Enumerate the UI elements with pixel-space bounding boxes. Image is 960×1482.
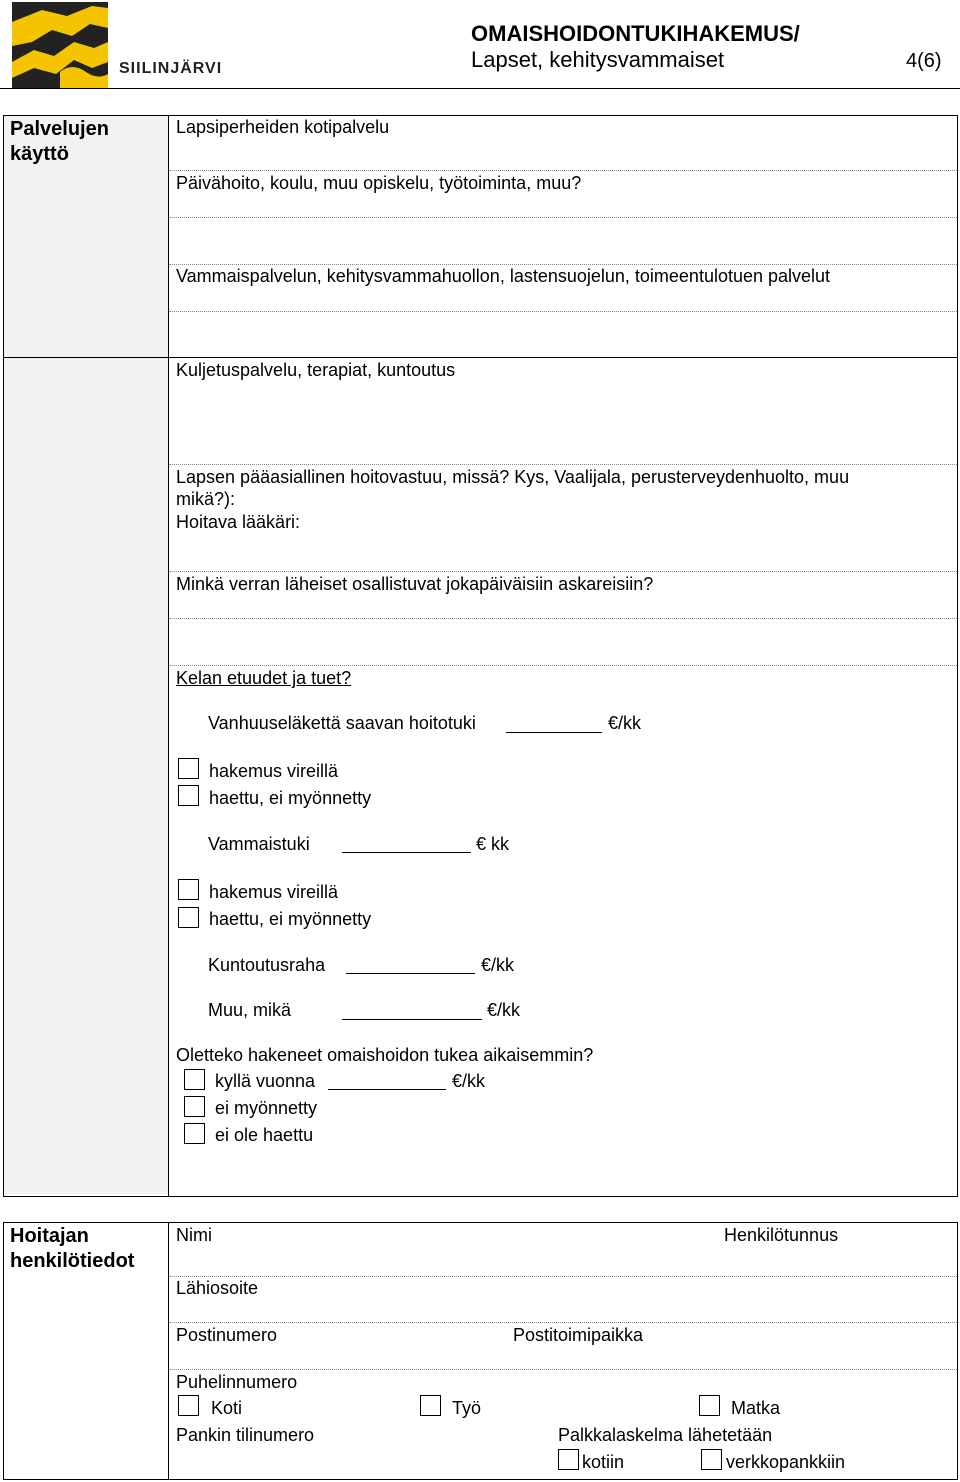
page-number: 4(6) [906, 50, 942, 72]
payslip-online-bank-label: verkkopankkiin [726, 1452, 846, 1472]
kela-heading: Kelan etuudet ja tuet? [176, 668, 352, 688]
form-subtitle: Lapset, kehitysvammaiset [471, 47, 725, 72]
separator [169, 665, 957, 666]
separator [169, 1276, 957, 1277]
transport-label: Kuljetuspalvelu, terapiat, kuntoutus [176, 360, 456, 380]
other-benefit-label: Muu, mikä [208, 1000, 292, 1020]
separator [169, 311, 957, 312]
pension-allowance-label: Vanhuuseläkettä saavan hoitotuki [208, 713, 476, 733]
logo-text: SIILINJÄRVI [119, 60, 223, 77]
denied-checkbox[interactable] [178, 907, 199, 928]
mobile-phone-label: Matka [731, 1398, 781, 1418]
per-month-unit: €/kk [481, 955, 515, 975]
caregiver-side-label-1: Hoitajan [10, 1225, 89, 1247]
separator [169, 170, 957, 171]
pending-checkbox[interactable] [178, 879, 199, 900]
separator [169, 571, 957, 572]
disability-allowance-label: Vammaistuki [208, 834, 310, 854]
bank-account-label: Pankin tilinumero [176, 1425, 315, 1445]
caregiver-section [3, 1222, 958, 1480]
yes-year-label: kyllä vuonna [215, 1071, 316, 1091]
ssn-label: Henkilötunnus [724, 1225, 839, 1245]
name-label: Nimi [176, 1225, 212, 1245]
separator [169, 464, 957, 465]
separator [169, 264, 957, 265]
doctor-label: Hoitava lääkäri: [176, 512, 301, 532]
rehab-allowance-amount-field[interactable] [346, 973, 475, 974]
care-responsibility-label-cont: mikä?): [176, 489, 236, 509]
disability-allowance-amount-field[interactable] [342, 852, 471, 853]
separator [169, 217, 957, 218]
not-applied-label: ei ole haettu [215, 1125, 314, 1145]
caregiver-divider [168, 1222, 169, 1479]
relatives-label: Minkä verran läheiset osallistuvat jokapäiväisiin askareisiin? [176, 574, 654, 594]
denied-checkbox[interactable] [178, 785, 199, 806]
payslip-home-label: kotiin [582, 1452, 625, 1472]
denied-label: haettu, ei myönnetty [209, 788, 372, 808]
rehab-allowance-label: Kuntoutusraha [208, 955, 326, 975]
payslip-label: Palkkalaskelma lähetetään [558, 1425, 773, 1445]
not-granted-checkbox[interactable] [184, 1096, 205, 1117]
address-label: Lähiosoite [176, 1278, 259, 1298]
pension-allowance-amount-field[interactable] [506, 732, 602, 733]
home-service-label: Lapsiperheiden kotipalvelu [176, 117, 390, 137]
logo [12, 2, 223, 88]
not-granted-label: ei myönnetty [215, 1098, 318, 1118]
payslip-online-bank-checkbox[interactable] [701, 1449, 722, 1470]
other-benefit-amount-field[interactable] [342, 1019, 482, 1020]
pending-checkbox[interactable] [178, 758, 199, 779]
services-divider [168, 115, 169, 1196]
per-month-unit: €/kk [608, 713, 642, 733]
caregiver-side-label-2: henkilötiedot [10, 1250, 135, 1272]
mobile-phone-checkbox[interactable] [699, 1395, 720, 1416]
disability-services-label: Vammaispalvelun, kehitysvammahuollon, lastensuojelun, toimeentulotuen palvelut [176, 266, 831, 286]
services-sidebar [4, 116, 168, 1194]
work-phone-label: Työ [452, 1398, 482, 1418]
applied-before-question: Oletteko hakeneet omaishoidon tukea aikaisemmin? [176, 1045, 594, 1065]
pending-label: hakemus vireillä [209, 761, 339, 781]
separator [169, 1369, 957, 1370]
phone-label: Puhelinnumero [176, 1372, 298, 1392]
home-phone-checkbox[interactable] [178, 1395, 199, 1416]
per-month-unit: €/kk [487, 1000, 521, 1020]
separator [169, 618, 957, 619]
header-rule [0, 88, 960, 89]
denied-label: haettu, ei myönnetty [209, 909, 372, 929]
daycare-label: Päivähoito, koulu, muu opiskelu, työtoiminta, muu? [176, 173, 582, 193]
home-phone-label: Koti [211, 1398, 243, 1418]
post-office-label: Postitoimipaikka [513, 1325, 644, 1345]
per-month-unit: €/kk [452, 1071, 486, 1091]
form-title: OMAISHOIDONTUKIHAKEMUS/ [471, 21, 800, 46]
not-applied-checkbox[interactable] [184, 1123, 205, 1144]
siilinjarvi-emblem-icon [12, 2, 108, 88]
year-field[interactable] [328, 1089, 446, 1090]
yes-checkbox[interactable] [184, 1069, 205, 1090]
care-responsibility-label: Lapsen pääasiallinen hoitovastuu, missä? Kys, Vaalijala, perusterveydenhuolto, muu [176, 467, 850, 487]
per-month-unit: € kk [476, 834, 510, 854]
work-phone-checkbox[interactable] [420, 1395, 441, 1416]
pending-label: hakemus vireillä [209, 882, 339, 902]
separator [169, 1322, 957, 1323]
services-row-rule [3, 357, 958, 358]
services-side-label-2: käyttö [10, 143, 69, 165]
payslip-home-checkbox[interactable] [558, 1449, 579, 1470]
postal-code-label: Postinumero [176, 1325, 278, 1345]
services-side-label-1: Palvelujen [10, 118, 109, 140]
